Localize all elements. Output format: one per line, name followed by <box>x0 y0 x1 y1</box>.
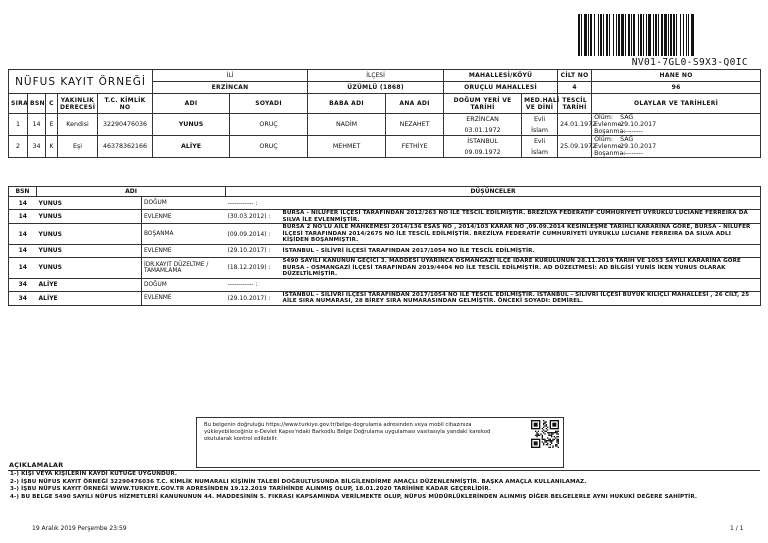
divorce-label: Boşanma: <box>594 150 626 157</box>
explanation-item: 3-) İŞBU NÜFUS KAYIT ÖRNEĞİ WWW.TURKIYE.GOV.TR ADRESİNDEN 19.12.2019 TARİHİNDE ALINMIŞ OLUP, 18.01.2020 TARİHİNE KADAR GEÇERLİDİR. <box>10 486 492 492</box>
event-row <box>9 224 761 245</box>
person-mother: FETHİYE <box>386 136 444 158</box>
hane-value: 96 <box>592 82 761 94</box>
col-tescil: TESCİL TARİHİ <box>558 94 592 114</box>
cilt-label: CİLT NO <box>558 70 592 82</box>
events-col-dusunceler: DÜŞÜNCELER <box>226 187 761 197</box>
event-note <box>281 278 761 291</box>
divorce-label: Boşanma: <box>594 128 626 135</box>
person-events <box>592 114 761 136</box>
event-type: BOŞANMA <box>142 224 226 245</box>
hane-label: HANE NO <box>592 70 761 82</box>
ilce-label: İLÇESİ <box>308 70 444 82</box>
person-bsn: 14 <box>28 114 46 136</box>
person-gender: K <box>46 136 58 158</box>
person-father: NADİM <box>308 114 386 136</box>
person-surname: ORUÇ <box>230 136 308 158</box>
col-bsn: BSN <box>28 94 46 114</box>
marital-status: Evli <box>533 115 546 123</box>
event-bsn: 34 <box>9 291 37 305</box>
event-row <box>9 291 761 305</box>
person-sira: 2 <box>9 136 28 158</box>
religion: İslam <box>531 126 549 134</box>
barcode-number: NV01-7GL0-S9X3-Q0IC <box>631 57 748 68</box>
event-row <box>9 278 761 291</box>
person-registration-date: 24.01.1972 <box>558 114 592 136</box>
explanation-item: 4-) BU BELGE 5490 SAYILI NÜFUS HİZMETLERİ KANUNUNUN 44. MADDESİNİN 5. FIKRASI KAPSAMINDA VERİLMEKTE OLUP, NÜFUS MÜDÜRLÜKLERİNDEN ALINMIŞ DİĞER BELGELERLE AYNI HUKUKİ DEĞERE SAHİPTİR. <box>10 493 698 500</box>
person-surname: ORUÇ <box>230 114 308 136</box>
event-note: BURSA 2 NO'LU AİLE MAHKEMESİ 2014/136 ESAS NO , 2014/103 KARAR NO ,09.09.2014 KESİNLEŞME TARİHLİ KARARINA GÖRE, BURSA - NİLÜFER İLÇESİ TARAFINDAN 2014/2675 NO İLE TESCİL EDİLMİŞTİR. BREZİLYA FEDERATİF CUMHURİYETİ UYRUKLU LUCIANE FERREIRA DA SILVA ADLI KİŞİDEN BOŞANMIŞTIR. <box>281 224 761 245</box>
marriage-label: Evlenme: <box>594 121 624 128</box>
event-note: BURSA - NİLÜFER İLÇESİ TARAFINDAN 2012/263 NO İLE TESCİL EDİLMİŞTİR. BREZİLYA FEDERATİF CUMHURİYETİ UYRUKLU LUCIANE FERREIRA DA SILVA İLE EVLENMİŞTİR. <box>281 210 761 224</box>
event-bsn: 14 <box>9 257 37 278</box>
col-dogum: DOĞUM YERİ VE TARİHİ <box>444 94 522 114</box>
marriage-value: 29.10.2017 <box>620 143 657 150</box>
registry-table <box>8 69 761 158</box>
person-name: YUNUS <box>153 114 230 136</box>
divorce-value: ---------- <box>620 150 643 157</box>
birth-date: 03.01.1972 <box>464 126 501 134</box>
person-marital <box>522 136 558 158</box>
person-name: ALİYE <box>153 136 230 158</box>
event-type: İDR.KAYIT DÜZELTME / TAMAMLAMA <box>142 257 226 278</box>
event-date: (29.10.2017) : <box>226 244 281 257</box>
event-bsn: 14 <box>9 224 37 245</box>
col-baba: BABA ADI <box>308 94 386 114</box>
person-tc-no: 46378362166 <box>98 136 153 158</box>
col-tc: T.C. KİMLİK NO <box>98 94 153 114</box>
mahalle-label: MAHALLESİ/KÖYÜ <box>444 70 558 82</box>
mahalle-value: ORUÇLU MAHALLESİ <box>444 82 558 94</box>
person-marital <box>522 114 558 136</box>
person-gender: E <box>46 114 58 136</box>
ilce-value: ÜZÜMLÜ (1868) <box>308 82 444 94</box>
person-sira: 1 <box>9 114 28 136</box>
event-type: DOĞUM <box>142 197 226 210</box>
person-birth <box>444 114 522 136</box>
col-c: C <box>46 94 58 114</box>
person-father: MEHMET <box>308 136 386 158</box>
verification-text: Bu belgenin doğruluğu https://www.turkiye.gov.tr/belge-dogrulama adresinden veya mobil cihazınıza yükleyebileceğiniz e-Devlet Kapısı'ndaki Barkodlu Belge Doğrulama uygulaması vasıtasıyla yandaki karekod okutularak kontrol edilebilir. <box>204 422 491 442</box>
person-row <box>9 114 761 136</box>
explanation-item: 1-) KİŞİ VEYA KİŞİLERİN KAYDI KÜTÜĞE UYGUNDUR. <box>10 471 178 477</box>
document-barcode <box>578 14 746 56</box>
religion: İslam <box>531 148 549 156</box>
marriage-label: Evlenme: <box>594 143 624 150</box>
event-person-name: ALİYE <box>37 278 142 291</box>
col-soyadi: SOYADI <box>230 94 308 114</box>
marital-status: Evli <box>533 137 546 145</box>
person-mother: NEZAHET <box>386 114 444 136</box>
page-number: 1 / 1 <box>730 525 744 532</box>
event-person-name: YUNUS <box>37 197 142 210</box>
event-date: (18.12.2019) : <box>226 257 281 278</box>
event-note: İSTANBUL - SİLİVRİ İLÇESİ TARAFINDAN 2017/1054 NO İLE TESCİL EDİLMİŞTİR. <box>281 244 761 257</box>
events-col-bsn: BSN <box>9 187 37 197</box>
document-title: NÜFUS KAYIT ÖRNEĞİ <box>9 70 153 94</box>
event-person-name: ALİYE <box>37 291 142 305</box>
event-person-name: YUNUS <box>37 257 142 278</box>
person-relation: Eşi <box>58 136 98 158</box>
birth-place: ERZİNCAN <box>466 115 499 123</box>
person-birth <box>444 136 522 158</box>
col-ana: ANA ADI <box>386 94 444 114</box>
event-row <box>9 197 761 210</box>
event-type: EVLENME <box>142 244 226 257</box>
qr-code-icon <box>531 420 559 448</box>
person-bsn: 34 <box>28 136 46 158</box>
death-value: SAĞ <box>620 114 634 121</box>
event-row <box>9 210 761 224</box>
event-note: 5490 SAYILI KANUNUN GEÇİCİ 3. MADDESİ UYARINCA OSMANGAZİ İLÇE İDARE KURULUNUN 28.11.2019 TARİH VE 1053 SAYILI KARARINA GÖRE BURSA - OSMANGAZİ İLÇESİ TARAFINDAN 2019/4404 NO İLE TESCİL EDİLMİŞTİR. AD DÜZELTMESİ: AD BİLGİSİ YUNİS İKEN YUNUS OLARAK DÜZELTİLMİŞTİR. <box>281 257 761 278</box>
event-bsn: 14 <box>9 244 37 257</box>
barcode-bar <box>694 14 695 56</box>
divorce-value: ---------- <box>620 128 643 135</box>
col-yakinlik: YAKINLIK DERECESİ <box>58 94 98 114</box>
marriage-value: 29.10.2017 <box>620 121 657 128</box>
event-date: (09.09.2014) : <box>226 224 281 245</box>
event-bsn: 34 <box>9 278 37 291</box>
events-table <box>8 186 761 306</box>
col-medeni: MED.HALİ VE DİNİ <box>522 94 558 114</box>
event-row <box>9 257 761 278</box>
death-label: Ölüm: <box>594 114 614 121</box>
col-olaylar: OLAYLAR VE TARİHLERİ <box>592 94 761 114</box>
il-label: İLİ <box>153 70 308 82</box>
event-person-name: YUNUS <box>37 210 142 224</box>
event-date: (30.03.2012) : <box>226 210 281 224</box>
explanation-item: 2-) İŞBU NÜFUS KAYIT ÖRNEĞİ 32290476036 T.C. KİMLİK NUMARALI KİŞİNİN TALEBİ DOĞRULTUSUNDA BİLGİLENDİRME AMAÇLI DÜZENLENMİŞTİR. BAŞKA AMAÇLA KULLANILAMAZ. <box>10 478 587 485</box>
person-events <box>592 136 761 158</box>
footer-date: 19 Aralık 2019 Perşembe 23:59 <box>32 525 127 532</box>
event-type: EVLENME <box>142 210 226 224</box>
event-note: İSTANBUL - SİLİVRİ İLÇESİ TARAFINDAN 2017/1054 NO İLE TESCİL EDİLMİŞTİR. İSTANBUL - SİLİVRİ İLÇESİ BÜYÜK KILIÇLI MAHALLESİ , 26 CİLT, 25 AİLE SIRA NUMARASI, 28 BİREY SIRA NUMARASINDAN GELMİŞTİR. ÖNCEKİ SOYADI: DEMİREL. <box>281 291 761 305</box>
event-person-name: YUNUS <box>37 244 142 257</box>
death-value: SAĞ <box>620 136 634 143</box>
events-col-adi: ADI <box>37 187 226 197</box>
event-date: ------------ : <box>226 197 281 210</box>
cilt-value: 4 <box>558 82 592 94</box>
person-registration-date: 25.09.1972 <box>558 136 592 158</box>
col-adi: ADI <box>153 94 230 114</box>
event-note <box>281 197 761 210</box>
event-date: (29.10.2017) : <box>226 291 281 305</box>
event-type: EVLENME <box>142 291 226 305</box>
event-bsn: 14 <box>9 210 37 224</box>
event-bsn: 14 <box>9 197 37 210</box>
event-date: ------------ : <box>226 278 281 291</box>
col-sira: SIRA <box>9 94 28 114</box>
birth-date: 09.09.1972 <box>464 148 501 156</box>
event-row <box>9 244 761 257</box>
explanations-title: AÇIKLAMALAR <box>8 460 760 471</box>
event-type: DOĞUM <box>142 278 226 291</box>
il-value: ERZİNCAN <box>153 82 308 94</box>
person-tc-no: 32290476036 <box>98 114 153 136</box>
death-label: Ölüm: <box>594 136 614 143</box>
birth-place: İSTANBUL <box>467 137 498 145</box>
person-relation: Kendisi <box>58 114 98 136</box>
event-person-name: YUNUS <box>37 224 142 245</box>
person-row <box>9 136 761 158</box>
